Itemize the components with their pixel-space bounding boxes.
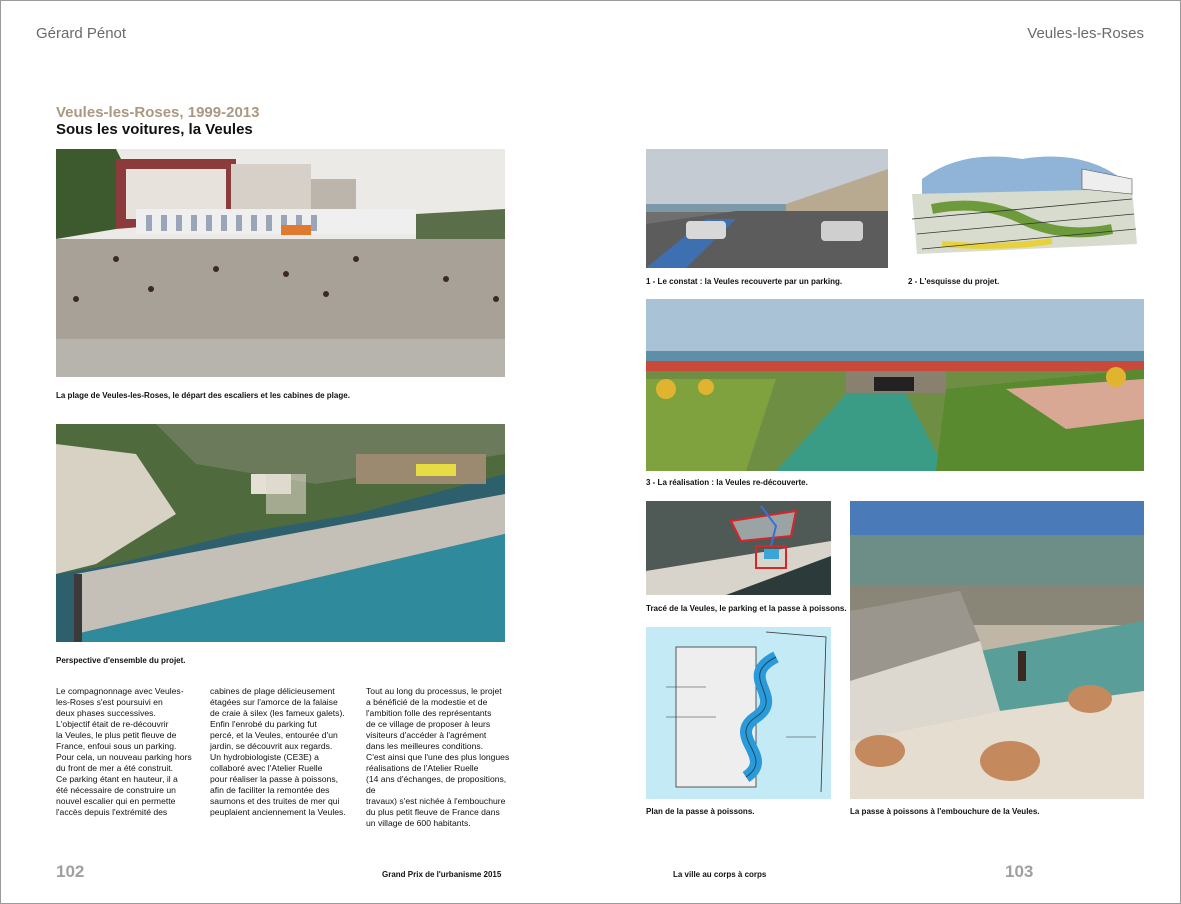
text-line: Un hydrobiologiste (CE3E) a <box>210 752 319 762</box>
text-line: de craie à silex (les fameux galets). <box>210 708 345 718</box>
fish-pass-plan <box>646 627 831 799</box>
fish-pass-photo <box>850 501 1144 799</box>
beach-photo <box>56 149 505 377</box>
body-column-1 <box>56 686 196 818</box>
text-line: nouvel escalier qui en permette <box>56 796 176 806</box>
parking-photo-caption: 1 - Le constat : la Veules recouverte par un parking. <box>646 277 843 286</box>
text-line: réalisations de l'Atelier Ruelle <box>366 763 479 773</box>
text-line: étagées sur l'amorce de la falaise <box>210 697 338 707</box>
text-line: du front de mer a été construit. <box>56 763 174 773</box>
running-head-place: Veules-les-Roses <box>1027 25 1144 42</box>
article-kicker: Veules-les-Roses, 1999-2013 <box>56 104 260 121</box>
beach-photo-caption: La plage de Veules-les-Roses, le départ des escaliers et les cabines de plage. <box>56 391 350 400</box>
aerial-perspective-photo <box>56 424 505 642</box>
text-line: de ce village de proposer à leurs <box>366 719 491 729</box>
text-line: du plus petit fleuve de France dans <box>366 807 500 817</box>
text-line: Ce parking étant en hauteur, il a <box>56 774 178 784</box>
page-number-left: 102 <box>56 862 85 881</box>
text-line: été nécessaire de construire un <box>56 785 176 795</box>
text-line: peuplaient anciennement la Veules. <box>210 807 346 817</box>
body-column-2 <box>210 686 355 818</box>
footer-title-right: La ville au corps à corps <box>673 870 767 879</box>
text-line: collaboré avec l'Atelier Ruelle <box>210 763 323 773</box>
fish-pass-plan-caption: Plan de la passe à poissons. <box>646 807 755 816</box>
text-line: la Veules, le plus petit fleuve de <box>56 730 177 740</box>
footer-title-left: Grand Prix de l'urbanisme 2015 <box>382 870 502 879</box>
river-realisation-caption: 3 - La réalisation : la Veules re-découverte. <box>646 478 808 487</box>
body-column-3 <box>366 686 516 829</box>
article-title: Sous les voitures, la Veules <box>56 121 253 138</box>
text-line: visiteurs d'accéder à l'agrément <box>366 730 487 740</box>
text-line: jardin, se découvrit aux regards. <box>210 741 333 751</box>
text-line: les-Roses s'est poursuivi en <box>56 697 163 707</box>
text-line: (14 ans d'échanges, de propositions, de <box>366 774 507 795</box>
text-line: C'est ainsi que l'une des plus longues <box>366 752 510 762</box>
aerial-perspective-caption: Perspective d'ensemble du projet. <box>56 656 186 665</box>
text-line: un village de 600 habitants. <box>366 818 471 828</box>
text-line: l'ambition folle des représentants <box>366 708 492 718</box>
text-line: Tout au long du processus, le projet <box>366 686 502 696</box>
text-line: percé, et la Veules, entourée d'un <box>210 730 338 740</box>
river-realisation-photo <box>646 299 1144 471</box>
text-line: France, enfoui sous un parking. <box>56 741 177 751</box>
project-sketch <box>902 149 1144 268</box>
parking-photo <box>646 149 888 268</box>
text-line: Enfin l'enrobé du parking fut <box>210 719 317 729</box>
text-line: saumons et des truites de mer qui <box>210 796 340 806</box>
text-line: dans les meilleures conditions. <box>366 741 484 751</box>
project-sketch-caption: 2 - L'esquisse du projet. <box>908 277 1000 286</box>
text-line: deux phases successives. <box>56 708 156 718</box>
text-line: l'accès depuis l'extrémité des <box>56 807 168 817</box>
text-line: a bénéficié de la modestie et de <box>366 697 488 707</box>
fish-pass-photo-caption: La passe à poissons à l'embouchure de la Veules. <box>850 807 1040 816</box>
river-trace-caption: Tracé de la Veules, le parking et la passe à poissons. <box>646 604 847 613</box>
text-line: L'objectif était de re-découvrir <box>56 719 169 729</box>
text-line: cabines de plage délicieusement <box>210 686 335 696</box>
running-head-author: Gérard Pénot <box>36 25 127 42</box>
text-line: afin de faciliter la remontée des <box>210 785 330 795</box>
text-line: pour réaliser la passe à poissons, <box>210 774 339 784</box>
page-number-right: 103 <box>1005 862 1034 881</box>
river-trace-aerial <box>646 501 831 595</box>
text-line: Le compagnonnage avec Veules- <box>56 686 184 696</box>
text-line: Pour cela, un nouveau parking hors <box>56 752 192 762</box>
text-line: travaux) s'est nichée à l'embouchure <box>366 796 506 806</box>
